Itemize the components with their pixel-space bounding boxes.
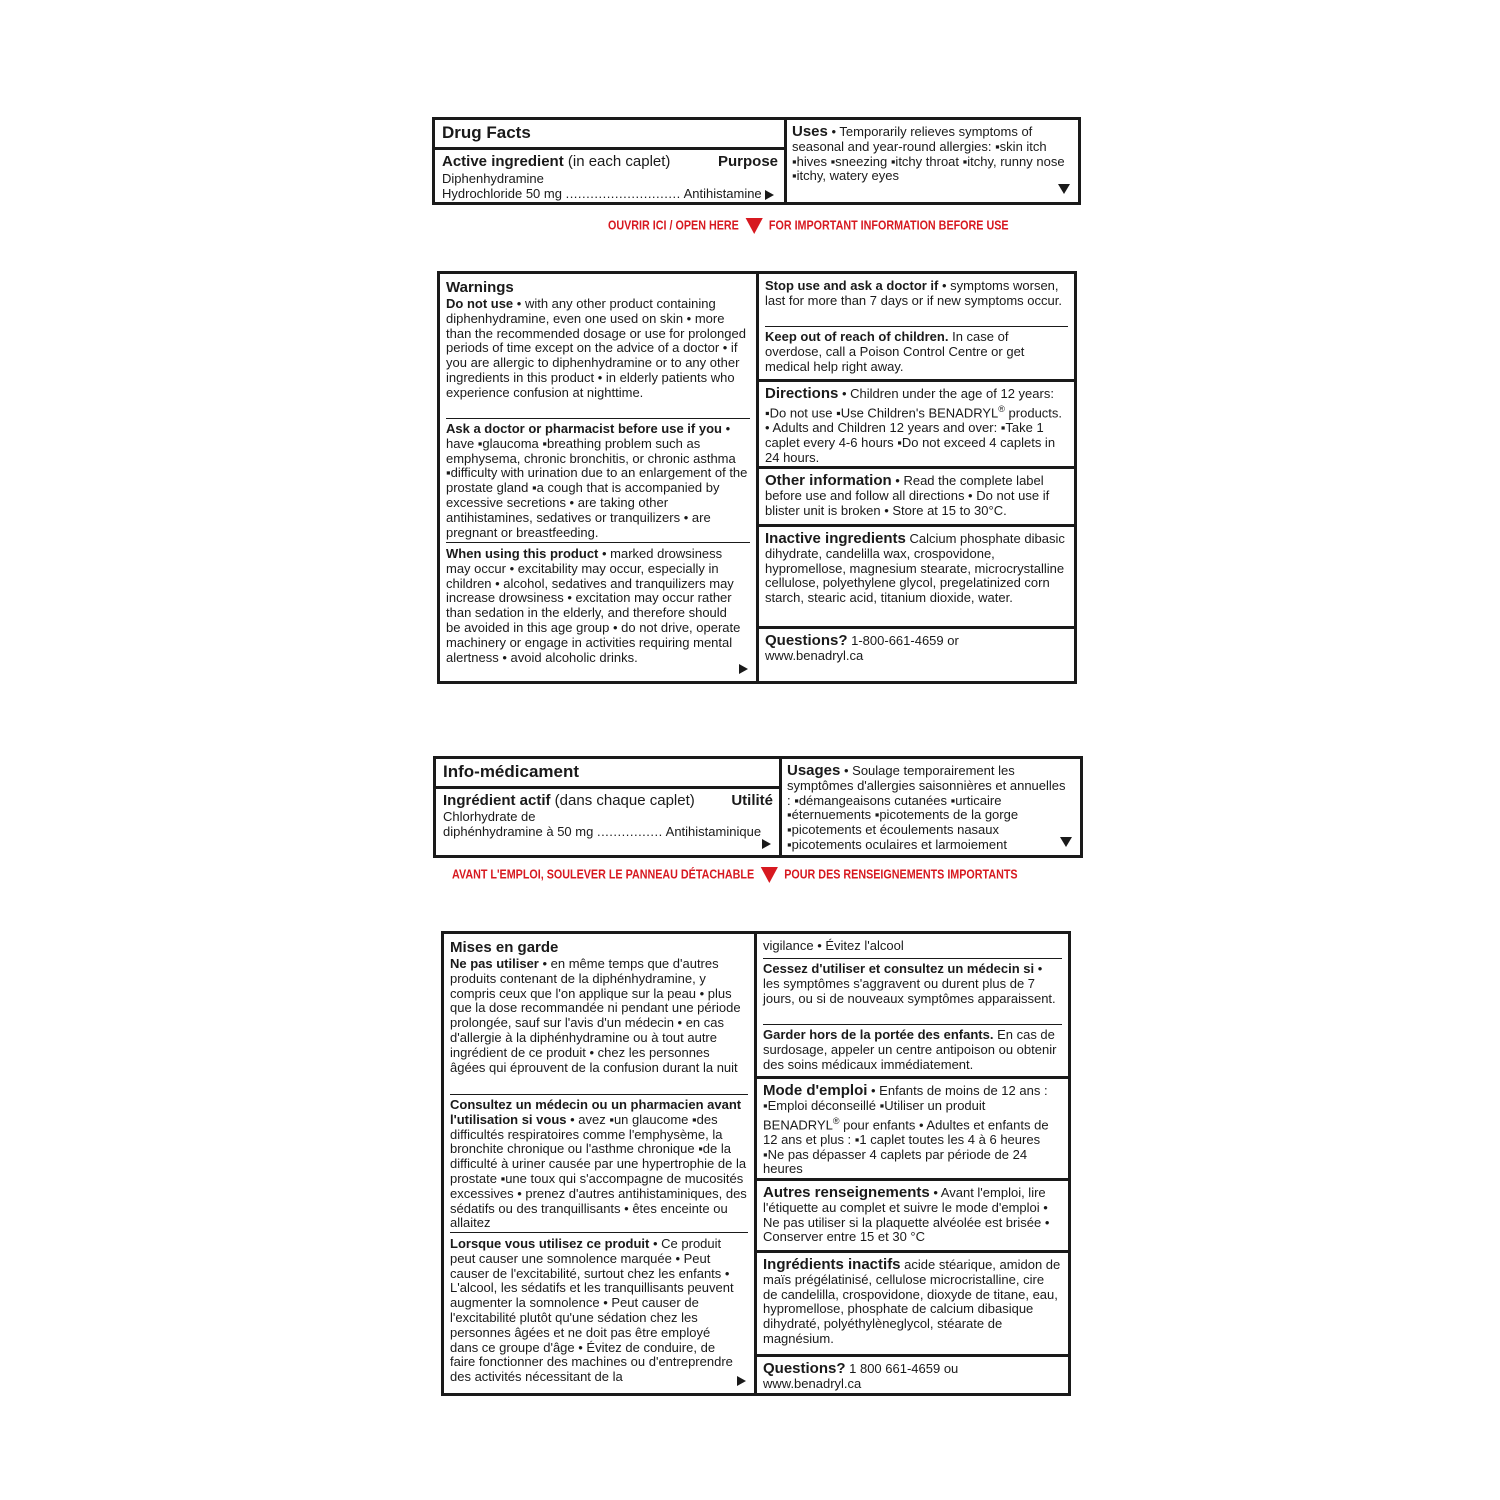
mode-emploi-text: • Enfants de moins de 12 ans : ▪Emploi déconseillé ▪Utiliser un produit BENADRYL (763, 1083, 1048, 1132)
directions-label: Directions (765, 385, 839, 402)
arrow-down-icon (1058, 184, 1070, 194)
autres-renseignements-section (763, 1186, 1062, 1245)
active-ingredient-label: Ingrédient actif (443, 792, 551, 809)
ingredient-name: Chlorhydrate de (443, 809, 536, 824)
leader-dots: ................ (596, 824, 663, 839)
divider (759, 466, 1074, 469)
other-info-label: Other information (765, 472, 892, 489)
divider (759, 379, 1074, 382)
ingredient-dose-line (443, 825, 773, 840)
other-info-text: • Read the complete label before use and follow all directions • Do not use if blister unit is broken • Store at 15 to 30°C. (765, 473, 1050, 518)
consultez-text: • avez ▪un glaucome ▪des difficultés respiratoires comme l'emphysème, la bronchite chronique ou l'asthme chronique ▪de la difficulté à uriner causée par une hypertrophie de la prostate ▪une toux qui s'accompagne de mucosités excessives • prenez d'autres antihistaminiques, des sédatifs ou des tranquillisants • êtes enceinte ou allaitez (450, 1111, 747, 1231)
when-using-text: • marked drowsiness may occur • excitability may occur, especially in children • alcohol, sedatives and tranquilizers may increase drowsiness • excitation may occur rather than sedation in the elderly, and therefore should be avoided in this age group • do not drive, operate machinery or engage in activities requiring mental alertness • avoid alcoholic drinks. (446, 546, 741, 665)
autres-renseignements-label: Autres renseignements (763, 1184, 930, 1201)
other-info-section (765, 474, 1066, 518)
purpose-label: Utilité (731, 792, 773, 809)
usages-panel (779, 756, 1083, 858)
info-medicament-header-panel (433, 756, 782, 858)
registered-mark: ® (998, 403, 1005, 414)
mises-en-garde-title: Mises en garde (450, 939, 559, 956)
divider (763, 1024, 1062, 1025)
mode-emploi-label: Mode d'emploi (763, 1082, 868, 1099)
warnings-when-using (446, 547, 742, 665)
keep-out-text: In case of overdose, call a Poison Control Centre or get medical help right away. (765, 329, 1025, 374)
mises-en-garde-panel (441, 931, 757, 1396)
active-ingredient-heading (443, 792, 695, 809)
uses-label: Uses (792, 123, 828, 140)
usages-text: • Soulage temporairement les symptômes d'allergies saisonnières et annuelles : ▪démangeaisons cutanées ▪urticaire ▪éternuements ▪picotements de la gorge ▪picotements et écoulements nasaux ▪picotements oculaires et larmoiement (787, 763, 1066, 852)
active-ingredient-note: (in each caplet) (563, 153, 671, 170)
divider (757, 1250, 1068, 1253)
ingredients-inactifs-section (763, 1258, 1062, 1347)
cessez-text: • les symptômes s'aggravent ou durent plus de 7 jours, ou si de nouveaux symptômes apparaissent. (763, 961, 1056, 1006)
purpose-label: Purpose (717, 153, 778, 170)
divider (446, 542, 750, 543)
divider (446, 418, 750, 419)
arrow-right-icon (739, 664, 748, 674)
ne-pas-utiliser-text: • en même temps que d'autres produits contenant de la diphénhydramine, y compris ceux que l'on applique sur la peau • plus que la dose recommandée ni pendant une période prolongée, sauf sur l'avis d'un médecin • en cas d'allergie à la diphénhydramine ou à tout autre ingrédient de ce produit • chez les personnes âgées qui éprouvent de la confusion durant la nuit (450, 956, 741, 1075)
registered-mark: ® (832, 1115, 840, 1126)
open-here-banner-fr[interactable] (452, 867, 1018, 883)
directions-text-cont: products. • Adults and Children 12 years and over: ▪Take 1 caplet every 4-6 hours ▪Do not exceed 4 caplets in 24 hours. (765, 405, 1063, 465)
drug-facts-title: Drug Facts (442, 123, 531, 142)
directions-text: • Children under the age of 12 years: ▪Do not use ▪Use Children's BENADRYL (765, 386, 1054, 421)
stop-use-text: • symptoms worsen, last for more than 7 days or if new symptoms occur. (765, 278, 1062, 308)
warnings-panel (437, 271, 759, 684)
arrow-right-icon (762, 839, 771, 849)
red-triangle-down-icon (745, 218, 762, 234)
ingredient-name: Diphenhydramine (442, 171, 544, 186)
divider (757, 1354, 1068, 1357)
continued-text: vigilance • Évitez l'alcool (763, 938, 904, 953)
open-here-left-text: OUVRIR ICI / OPEN HERE (608, 218, 739, 233)
open-here-right-text: FOR IMPORTANT INFORMATION BEFORE USE (768, 218, 1009, 233)
do-not-use-text: • with any other product containing diphenhydramine, even one used on skin • more than the recommended dosage or use for prolonged periods of time except on the advice of a doctor • if you are allergic to diphenhydramine or to any other ingredients in this product • in elderly patients who experience confusion at nighttime. (446, 296, 746, 400)
info-medicament-title: Info-médicament (443, 762, 580, 781)
mode-emploi-text-cont: pour enfants • Adultes et enfants de 12 ans et plus : ▪1 caplet toutes les 4 à 6 heures ▪Ne pas dépasser 4 caplets par période de 24 heures (763, 1116, 1049, 1177)
keep-out-label: Keep out of reach of children. (765, 329, 949, 344)
divider (450, 1094, 748, 1095)
questions-label: Questions? (763, 1360, 846, 1377)
inactive-label: Inactive ingredients (765, 530, 906, 547)
garder-text: En cas de surdosage, appeler un centre antipoison ou obtenir des soins médicaux immédiatement. (763, 1027, 1057, 1072)
right-info-panel (756, 271, 1077, 684)
directions-section (765, 387, 1066, 465)
divider (759, 524, 1074, 527)
warnings-do-not-use (446, 278, 748, 401)
questions-label: Questions? (765, 632, 848, 649)
divider (450, 1232, 748, 1233)
active-ingredient-label: Active ingredient (442, 153, 564, 170)
warnings-ask-doctor (446, 422, 748, 540)
arrow-right-icon (765, 190, 774, 200)
arrow-right-icon (737, 1376, 746, 1386)
questions-section (765, 634, 984, 664)
lorsque-label: Lorsque vous utilisez ce produit (450, 1236, 650, 1251)
cessez-label: Cessez d'utiliser et consultez un médecin si (763, 961, 1035, 976)
autres-renseignements-text: • Avant l'emploi, lire l'étiquette au complet et suivre le mode d'emploi • Ne pas utiliser si la plaquette alvéolée est brisée • Conserver entre 15 et 30 °C (763, 1185, 1050, 1245)
leader-dots: ............................ (565, 186, 681, 201)
ingredient-dose: Hydrochloride 50 mg (442, 186, 562, 201)
questions-text[interactable]: 1-800-661-4659 or www.benadryl.ca (765, 633, 959, 663)
active-ingredient-heading (442, 153, 670, 170)
garder-section (763, 1028, 1062, 1072)
usages-label: Usages (787, 762, 841, 779)
arrow-down-icon (1060, 837, 1072, 847)
ingredients-inactifs-text: acide stéarique, amidon de maïs prégélatinisé, cellulose microcristalline, cire de candelilla, crospovidone, dioxyde de titane, eau, hypromellose, phosphate de calcium dibasique dihydraté, polyéthylèneglycol, stéarate de magnésium. (763, 1257, 1061, 1346)
ask-doctor-label: Ask a doctor or pharmacist before use if you (446, 421, 722, 436)
cessez-section (763, 962, 1062, 1006)
inactive-text: Calcium phosphate dibasic dihydrate, candelilla wax, crospovidone, hypromellose, magnesium stearate, microcrystalline cellulose, polyethylene glycol, pregelatinized corn starch, stearic acid, titanium dioxide, water. (765, 531, 1065, 606)
ingredient-dose: diphénhydramine à 50 mg (443, 824, 594, 839)
open-here-banner[interactable] (608, 218, 1009, 234)
right-info-panel-fr (754, 931, 1071, 1396)
divider (757, 1076, 1068, 1079)
do-not-use-label: Do not use (446, 296, 514, 311)
consultez-label: Consultez un médecin ou un pharmacien avant l'utilisation si vous (450, 1097, 742, 1127)
divider (759, 626, 1074, 629)
divider (757, 1178, 1068, 1181)
mode-emploi-section (763, 1084, 1062, 1177)
purpose-value: Antihistaminique (665, 824, 762, 839)
questions-section (763, 1362, 978, 1392)
open-here-right-text: POUR DES RENSEIGNEMENTS IMPORTANTS (784, 867, 1018, 882)
keep-out-section (765, 330, 1066, 374)
ne-pas-utiliser-section (450, 938, 748, 1075)
stop-use-label: Stop use and ask a doctor if (765, 278, 939, 293)
usages-section (787, 764, 1068, 853)
warnings-title: Warnings (446, 279, 514, 296)
open-here-left-text: AVANT L'EMPLOI, SOULEVER LE PANNEAU DÉTACHABLE (452, 867, 755, 882)
lorsque-section (450, 1237, 740, 1385)
divider (763, 958, 1062, 959)
divider (436, 786, 779, 789)
ne-pas-utiliser-label: Ne pas utiliser (450, 956, 539, 971)
uses-panel (784, 117, 1081, 205)
questions-text[interactable]: 1 800 661-4659 ou www.benadryl.ca (763, 1361, 959, 1391)
stop-use-section (765, 279, 1066, 309)
garder-label: Garder hors de la portée des enfants. (763, 1027, 994, 1042)
inactive-ingredients-section (765, 532, 1066, 606)
drug-facts-header-panel (432, 117, 787, 205)
red-triangle-down-icon (761, 867, 778, 883)
when-using-label: When using this product (446, 546, 599, 561)
divider (435, 147, 784, 150)
purpose-value: Antihistamine (683, 186, 762, 201)
divider (765, 326, 1068, 327)
consultez-section (450, 1098, 748, 1231)
lorsque-text: • Ce produit peut causer une somnolence marquée • Peut causer de l'excitabilité, surtout chez les enfants • L'alcool, les sédatifs et les tranquillisants peuvent augmenter la somnolence • Peut causer de l'excitabilité plutôt qu'une sédation chez les personnes âgées et ne doit pas être employé dans ce groupe d'âge • Évitez de conduire, de faire fonctionner des machines ou d'entreprendre des activités nécessitant de la (450, 1236, 734, 1385)
ingredient-dose-line (442, 187, 778, 202)
uses-section (792, 125, 1068, 184)
ask-doctor-text: • have ▪glaucoma ▪breathing problem such as emphysema, chronic bronchitis, or chronic asthma ▪difficulty with urination due to an enlargement of the prostate gland ▪a cough that is accompanied by excessive secretions • are taking other antihistamines, sedatives or tranquilizers • are pregnant or breastfeeding. (446, 421, 748, 540)
uses-text: • Temporarily relieves symptoms of seasonal and year-round allergies: ▪skin itch ▪hives ▪sneezing ▪itchy throat ▪itchy, runny nose ▪itchy, watery eyes (792, 124, 1065, 184)
ingredients-inactifs-label: Ingrédients inactifs (763, 1256, 901, 1273)
active-ingredient-note: (dans chaque caplet) (550, 792, 695, 809)
